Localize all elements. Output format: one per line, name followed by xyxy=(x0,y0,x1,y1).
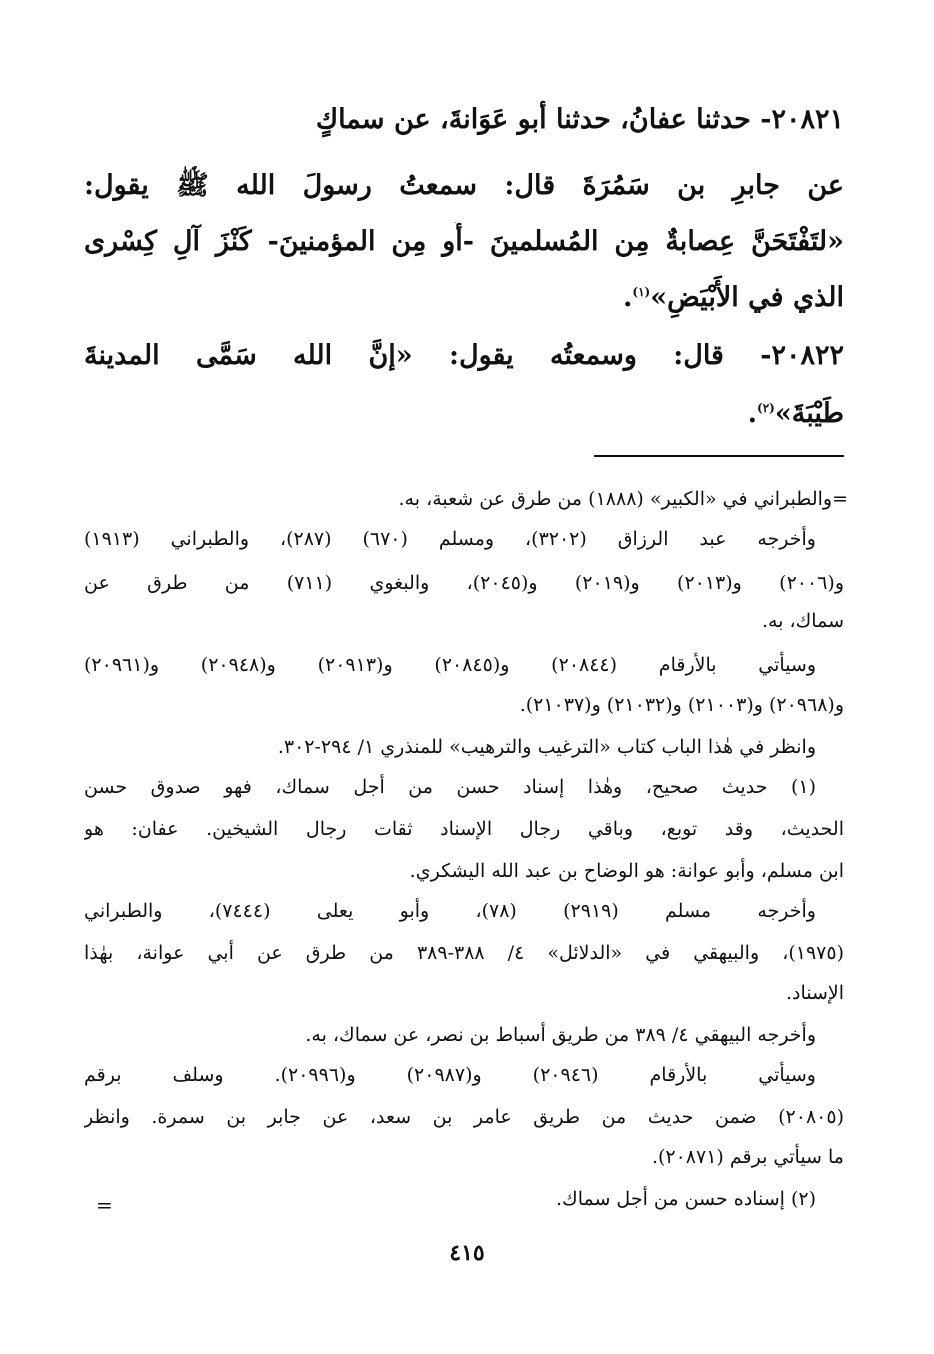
footnote-ref: (٢) xyxy=(757,401,775,415)
page-number: ٤١٥ xyxy=(449,1240,485,1266)
footnote-line: وأخرجه عبد الرزاق (٣٢٠٢)، ومسلم (٦٧٠) (٢٨٧)، والطبراني (١٩١٣) xyxy=(84,528,816,550)
hadith-text: طَيْبَةَ» xyxy=(774,398,844,429)
punctuation: . xyxy=(747,398,758,429)
hadith-text-line: عن جابرِ بن سَمُرَةَ قال: سمعتُ رسولَ الله ﷺ يقول: xyxy=(84,170,844,201)
footnote-line: الإسناد. xyxy=(785,982,844,1004)
hadith-20822-heading: ٢٠٨٢٢- قال: وسمعتُه يقول: «إنَّ الله سَمَّى المدينةَ xyxy=(84,340,844,371)
footnote-line: سماك، به. xyxy=(761,610,844,632)
hadith-text-line xyxy=(84,388,844,434)
footnote-line: وأخرجه مسلم (٢٩١٩) (٧٨)، وأبو يعلى (٧٤٤٤)، والطبراني xyxy=(84,900,816,922)
footnote-line: وأخرجه البيهقي ٤/ ٣٨٩ من طريق أسباط بن نصر، عن سماك، به. xyxy=(305,1024,816,1046)
footnote-line: و(٢٠٠٦) و(٢٠١٣) و(٢٠١٩) و(٢٠٤٥)، والبغوي (٧١١) من طرق عن xyxy=(84,572,844,594)
footnote-line: وسيأتي بالأرقام (٢٠٨٤٤) و(٢٠٨٤٥) و(٢٠٩١٣) و(٢٠٩٤٨) و(٢٠٩٦١) xyxy=(84,654,816,676)
hadith-text-line: «لتَفْتَحَنَّ عِصابةٌ مِن المُسلمينَ -أَو مِن المؤمنينَ- كَنْزَ آلِ كِسْرى xyxy=(84,226,844,257)
continuation-marker: = xyxy=(96,1193,113,1217)
footnote-2: (٢) إسناده حسن من أجل سماك. xyxy=(556,1188,816,1210)
footnote-separator xyxy=(594,455,844,457)
footnote-line: و(٢٠٩٦٨) و(٢١٠٠٣) و(٢١٠٣٢) و(٢١٠٣٧). xyxy=(519,694,844,716)
footnote-1: (١) حديث صحيح، وهٰذا إسناد حسن من أجل سماك، فهو صدوق حسن xyxy=(84,776,816,798)
footnote-line: =والطبراني في «الكبير» (١٨٨٨) من طرق عن شعبة، به. xyxy=(398,488,848,510)
footnote-line: (١٩٧٥)، والبيهقي في «الدلائل» ٤/ ٣٨٨-٣٨٩ من طرق عن أبي عوانة، بهٰذا xyxy=(84,942,844,964)
footnote-line: وسيأتي بالأرقام (٢٠٩٤٦) و(٢٠٩٨٧) و(٢٠٩٩٦). وسلف برقم xyxy=(84,1064,816,1086)
footnote-ref: (١) xyxy=(632,285,651,299)
footnote-line: وانظر في هٰذا الباب كتاب «الترغيب والترهيب» للمنذري ١/ ٢٩٤-٣٠٢. xyxy=(277,736,816,758)
footnote-line: الحديث، وقد توبع، وباقي رجال الإسناد ثقات رجال الشيخين. عفان: هو xyxy=(84,818,844,840)
hadith-text: الذي في الأَبْيَضِ» xyxy=(650,282,844,313)
footnote-line: (٢٠٨٠٥) ضمن حديث من طريق عامر بن سعد، عن جابر بن سمرة. وانظر xyxy=(84,1106,844,1128)
hadith-20821-heading: ٢٠٨٢١- حدثنا عفانُ، حدثنا أبو عَوَانةَ، عن سماكٍ xyxy=(315,104,844,135)
punctuation: . xyxy=(623,282,633,313)
footnote-line: ابن مسلم، وأبو عوانة: هو الوضاح بن عبد الله اليشكري. xyxy=(409,860,844,882)
footnote-line: ما سيأتي برقم (٢٠٨٧١). xyxy=(651,1146,844,1168)
hadith-text-line xyxy=(84,272,844,318)
